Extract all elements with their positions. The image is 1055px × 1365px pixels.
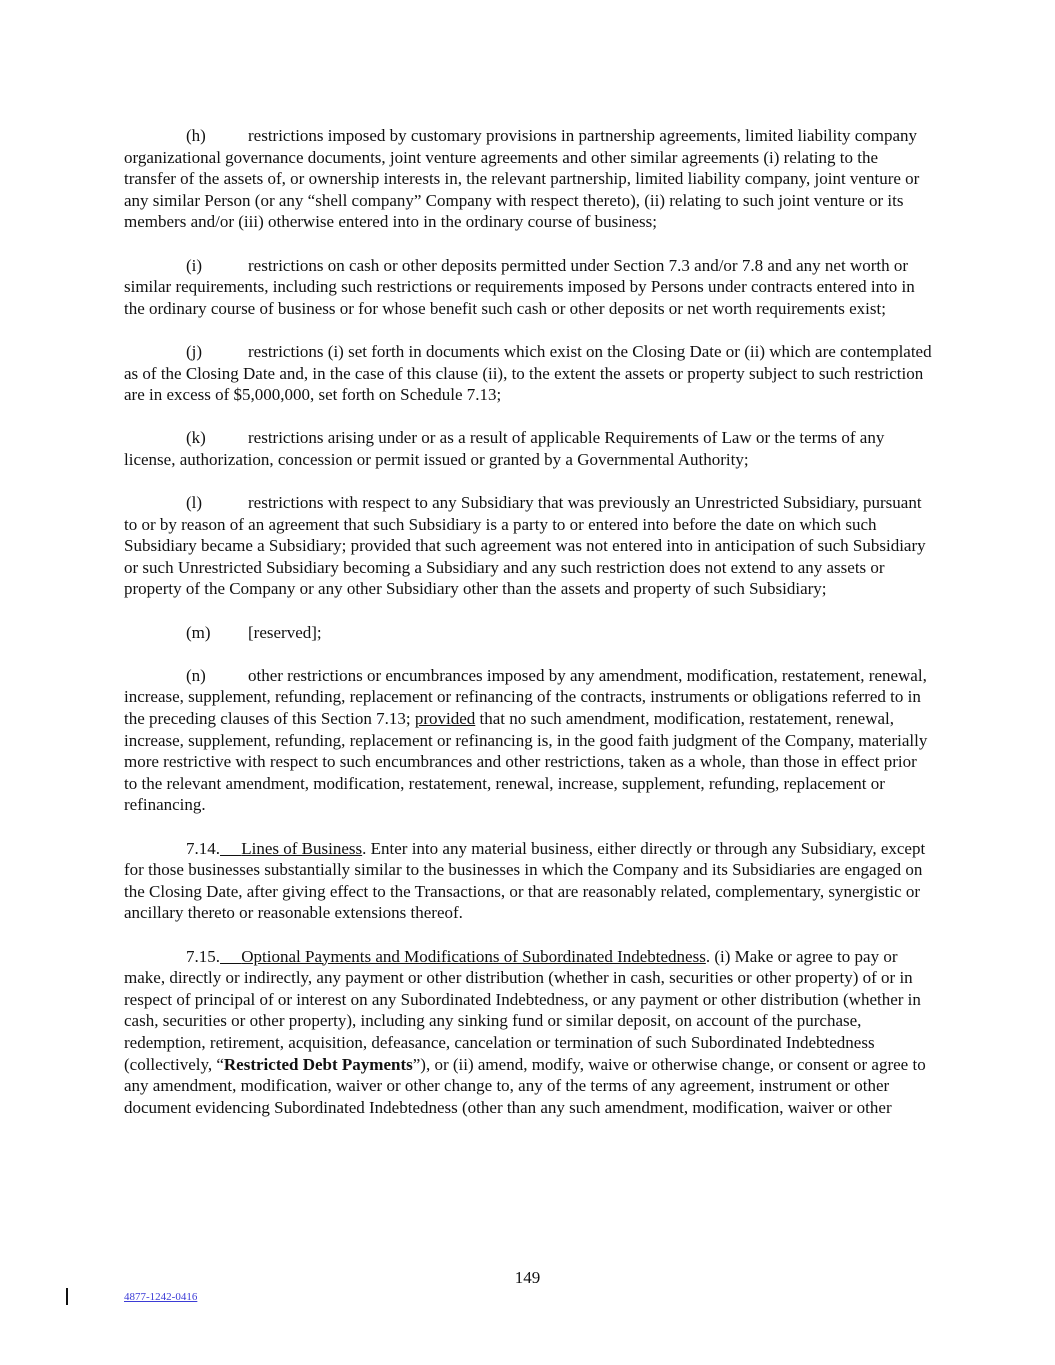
- section-title: Lines of Business: [241, 838, 363, 858]
- section-text-cont: ”), or (ii) amend, modify, waive or otherwise change, or consent or agree to any amendment, modification, waiver or other change to, any of the terms of any agreement, instrument or other document evidencing Subordinated Indebtedness (other than any such amendment, modification, waiver or other: [124, 1054, 926, 1117]
- clause-label: (k): [186, 428, 206, 448]
- section-7-15: [124, 946, 934, 1119]
- provided-term: provided: [414, 709, 476, 729]
- clause-label: (l): [186, 493, 203, 513]
- defined-term: Restricted Debt Payments: [223, 1054, 413, 1074]
- clause-text: restrictions arising under or as a result of applicable Requirements of Law or the terms of any license, authorization, concession or permit issued or granted by a Governmental Authority;: [124, 428, 885, 469]
- clause-text: other restrictions or encumbrances imposed by any amendment, modification, restatement, renewal, increase, supplement, refunding, replacement or refinancing of the contracts, instruments or obligations referred to in the preceding clauses of this Section 7.13;: [124, 665, 927, 729]
- clause-label: (h): [186, 126, 206, 145]
- clause-text: restrictions with respect to any Subsidiary that was previously an Unrestricted Subsidiary, pursuant to or by reason of an agreement that such Subsidiary is a party to or entered into before the date on which such Subsidiary became a Subsidiary; provided that such agreement was not entered into in anticipation of such Subsidiary or such Unrestricted Subsidiary becoming a Subsidiary and any such restriction does not extend to any assets or property of the Company or any other Subsidiary other than the assets and property of such Subsidiary;: [124, 493, 926, 599]
- clause-text: restrictions (i) set forth in documents which exist on the Closing Date or (ii) which are contemplated as of the Closing Date and, in the case of this clause (ii), to the extent the assets or property subject to such restriction are in excess of $5,000,000, set forth on Schedule 7.13;: [124, 341, 932, 405]
- clause-label: (n): [186, 665, 206, 685]
- clause-i: [124, 255, 934, 320]
- change-bar: [66, 1288, 68, 1305]
- document-page: [124, 125, 934, 1140]
- section-text: . Enter into any material business, either directly or through any Subsidiary, except for those businesses substantially similar to the businesses in which the Company and its Subsidiaries are engaged on the Closing Date, after giving effect to the Transactions, or that are reasonably related, complementary, synergistic or ancillary thereto or reasonable extensions thereof.: [124, 838, 926, 923]
- section-text: . (i) Make or agree to pay or make, directly or indirectly, any payment or other distribution (whether in cash, securities or other property) of or in respect of principal of or interest on any Subordinated Indebtedness, or any payment or other distribution (whether in cash, securities or other property), including any sinking fund or similar deposit, on account of the purchase, redemption, retirement, acquisition, defeasance, cancelation or termination of such Subordinated Indebtedness (collectively, “: [124, 946, 921, 1074]
- clause-text: [reserved];: [248, 622, 322, 642]
- section-7-14: [124, 838, 934, 924]
- clause-label: (m): [186, 622, 211, 642]
- clause-text: restrictions on cash or other deposits permitted under Section 7.3 and/or 7.8 and any net worth or similar requirements, including such restrictions or requirements imposed by Persons under contracts entered into in the ordinary course of business or for whose benefit such cash or other deposits or net worth requirements exist;: [124, 255, 915, 318]
- section-title: Optional Payments and Modifications of Subordinated Indebtedness: [241, 946, 706, 966]
- clause-j: [124, 341, 934, 406]
- clause-label: (i): [186, 255, 203, 275]
- section-number: 7.14.: [186, 838, 220, 858]
- clause-n: [124, 665, 934, 816]
- document-id-link[interactable]: 4877-1242-0416: [124, 1291, 198, 1303]
- page-number: 149: [514, 1268, 541, 1287]
- clause-l: [124, 492, 934, 600]
- clause-m: [124, 622, 934, 644]
- clause-text: restrictions imposed by customary provisions in partnership agreements, limited liability company organizational governance documents, joint venture agreements and other similar agreements (i) relating to the transfer of the assets of, or ownership interests in, the relevant partnership, limited liability company, joint venture or any similar Person (or any “shell company” Company with respect thereto), (ii) relating to such joint venture or its members and/or (iii) otherwise entered into in the ordinary course of business;: [124, 126, 920, 232]
- clause-h: [124, 125, 934, 233]
- clause-k: [124, 427, 934, 470]
- section-number: 7.15.: [186, 946, 220, 966]
- clause-label: (j): [186, 341, 203, 361]
- clause-text-cont: that no such amendment, modification, restatement, renewal, increase, supplement, refunding, replacement or refinancing is, in the good faith judgment of the Company, materially more restrictive with respect to such encumbrances and other restrictions, taken as a whole, than those in effect prior to the relevant amendment, modification, restatement, renewal, increase, supplement, refunding, replacement or refinancing.: [124, 709, 928, 815]
